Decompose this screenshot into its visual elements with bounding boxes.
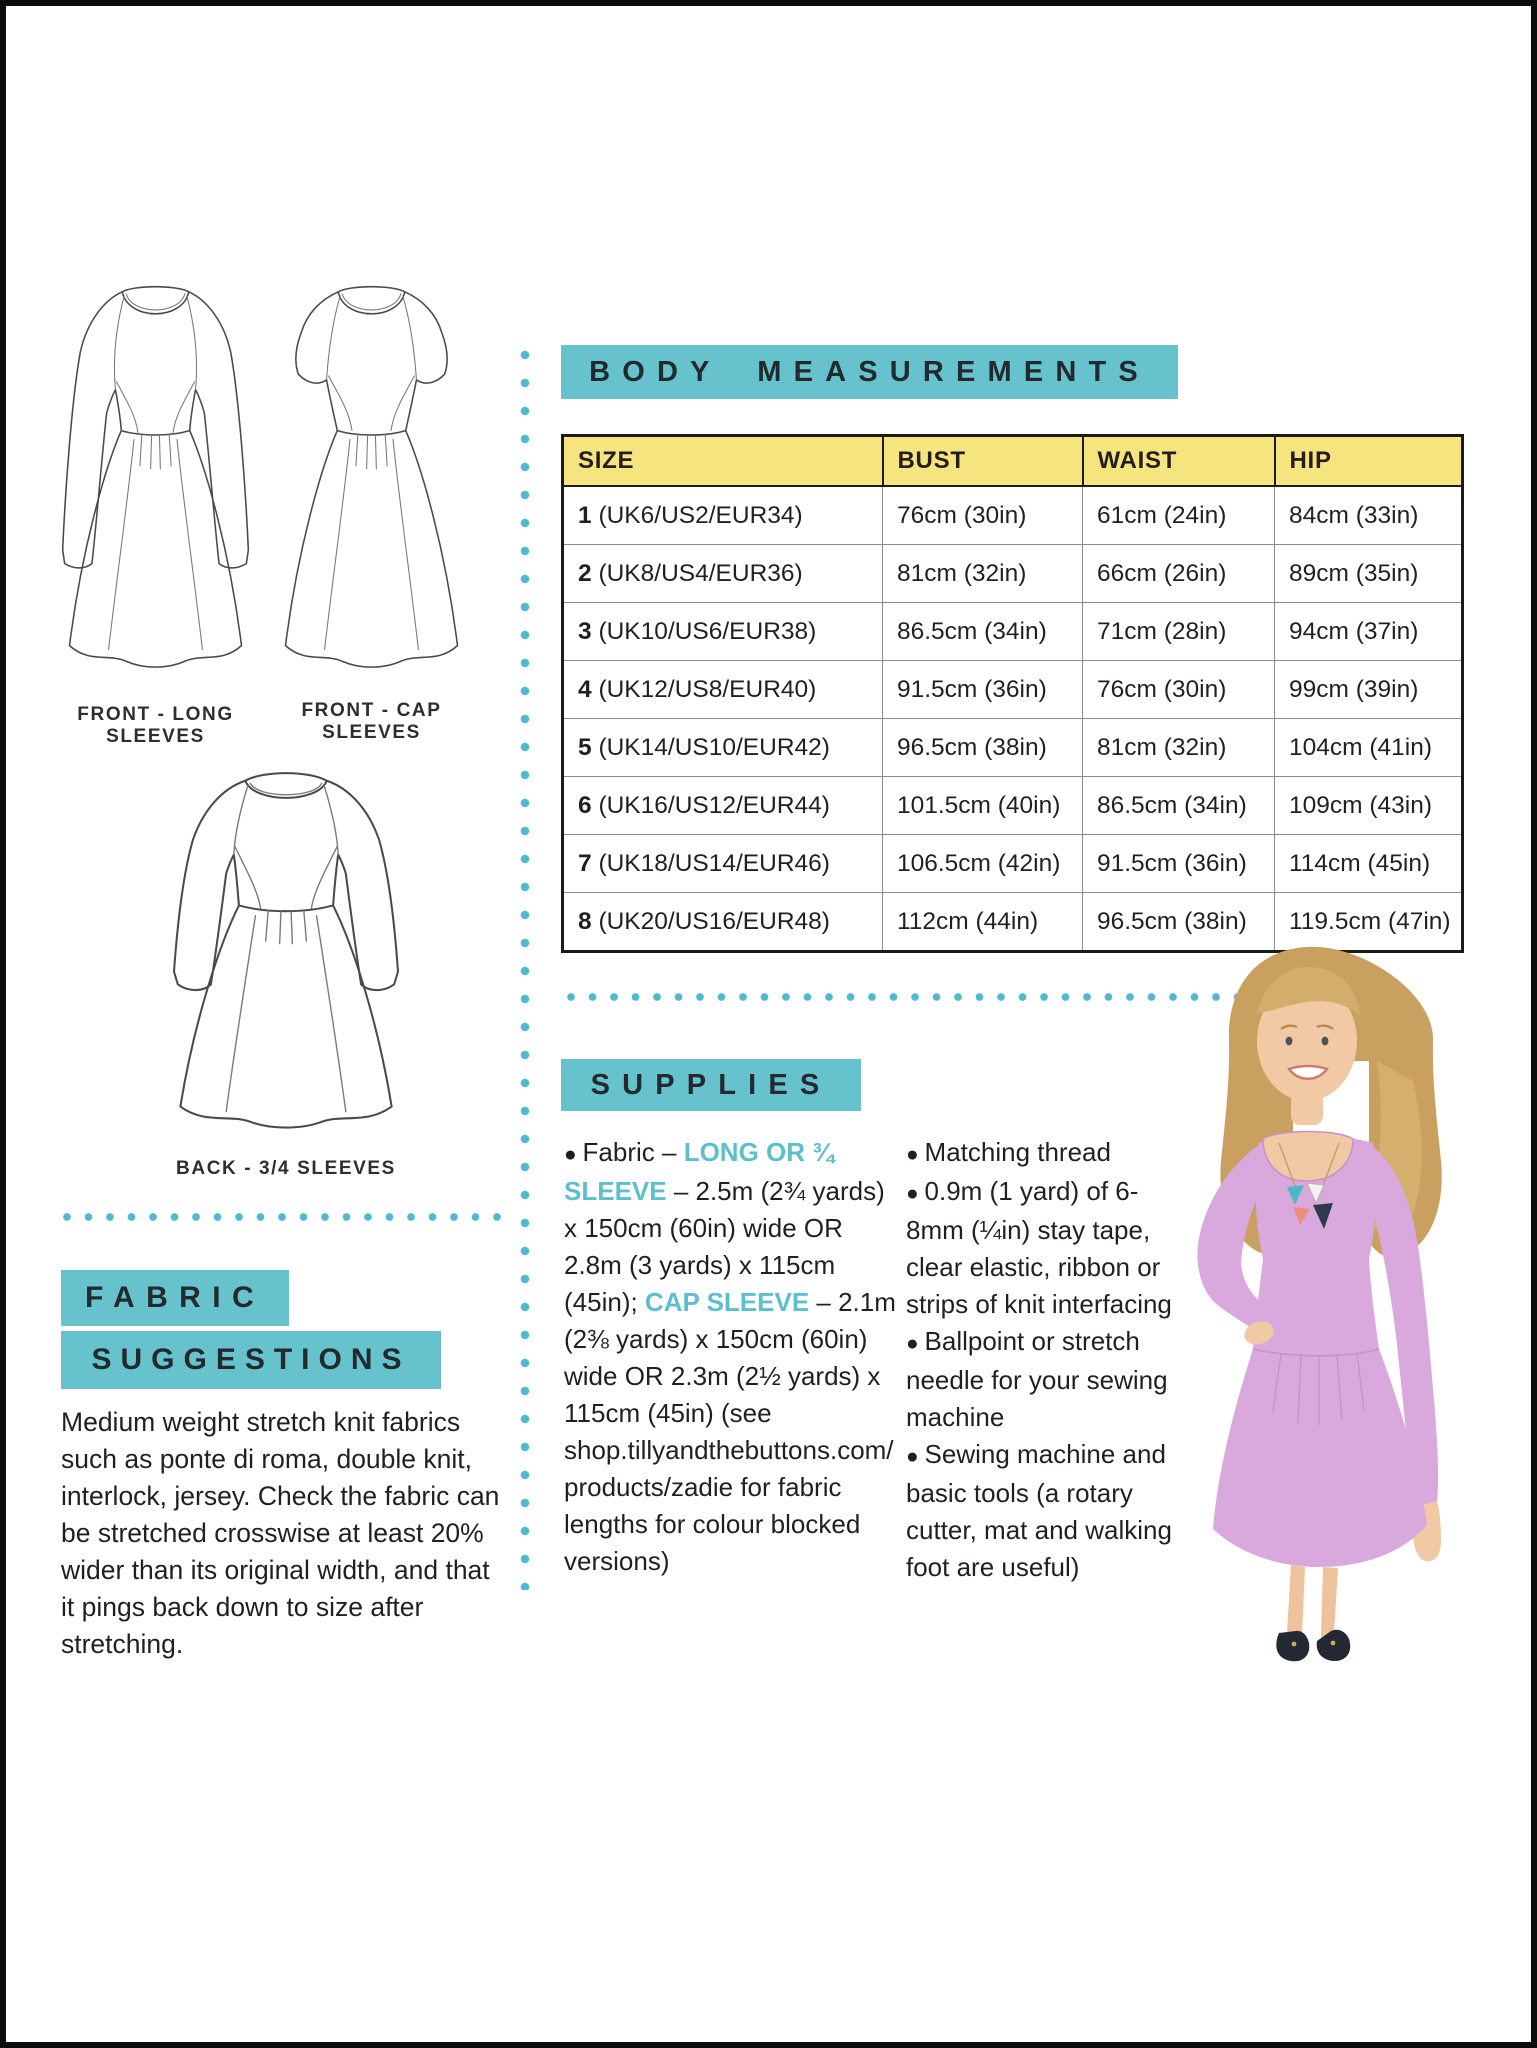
bust-cell: 106.5cm (42in) [883, 835, 1083, 893]
column-header-size: SIZE [563, 436, 883, 487]
bust-cell: 81cm (32in) [883, 545, 1083, 603]
size-cell: 2 (UK8/US4/EUR36) [563, 545, 883, 603]
hip-cell: 94cm (37in) [1275, 603, 1463, 661]
waist-cell: 91.5cm (36in) [1083, 835, 1275, 893]
waist-cell: 71cm (28in) [1083, 603, 1275, 661]
body-measurements-heading: BODY MEASUREMENTS [561, 345, 1178, 399]
size-cell: 3 (UK10/US6/EUR38) [563, 603, 883, 661]
dotted-divider-left [62, 1212, 510, 1222]
column-header-waist: WAIST [1083, 436, 1275, 487]
supply-item: ● 0.9m (1 yard) of 6-8mm (¼in) stay tape, clear elastic, ribbon or strips of knit interfacing [906, 1176, 1172, 1319]
supplies-column-left [564, 1134, 896, 1580]
hip-cell: 104cm (41in) [1275, 719, 1463, 777]
column-header-bust: BUST [883, 436, 1083, 487]
hip-cell: 89cm (35in) [1275, 545, 1463, 603]
table-header-row [563, 436, 1463, 487]
back-three-quarter-sleeves-label: BACK - 3/4 SLEEVES [176, 1158, 396, 1179]
bullet-icon: ● [906, 1182, 925, 1205]
size-row [563, 486, 1463, 545]
bust-cell: 91.5cm (36in) [883, 661, 1083, 719]
size-row [563, 777, 1463, 835]
size-cell: 4 (UK12/US8/EUR40) [563, 661, 883, 719]
size-cell: 6 (UK16/US12/EUR44) [563, 777, 883, 835]
size-row [563, 545, 1463, 603]
fabric-heading-line1: FABRIC [61, 1270, 289, 1326]
hip-cell: 99cm (39in) [1275, 661, 1463, 719]
waist-cell: 66cm (26in) [1083, 545, 1275, 603]
body-measurements-table [561, 434, 1464, 953]
front-cap-sleeves-drawing [264, 256, 479, 701]
size-cell: 5 (UK14/US10/EUR42) [563, 719, 883, 777]
fabric-heading-line2: SUGGESTIONS [61, 1331, 441, 1389]
fabric-suggestions-text: Medium weight stretch knit fabrics such as ponte di roma, double knit, interlock, jersey. Check the fabric can be stretched crosswise at least 20% wider than its original width, and that it pings back down to size after stretching. [61, 1407, 500, 1659]
size-row [563, 835, 1463, 893]
front-cap-sleeves-label: FRONT - CAP SLEEVES [301, 700, 442, 743]
hip-cell: 109cm (43in) [1275, 777, 1463, 835]
hip-cell: 114cm (45in) [1275, 835, 1463, 893]
front-long-sleeves-drawing [48, 256, 263, 701]
bullet-icon: ● [906, 1445, 925, 1468]
supply-item: ● Ballpoint or stretch needle for your sewing machine [906, 1326, 1168, 1432]
size-cell: 1 (UK6/US2/EUR34) [563, 486, 883, 545]
supply-item: ● Matching thread [906, 1137, 1111, 1167]
bust-cell: 112cm (44in) [883, 893, 1083, 952]
size-cell: 7 (UK18/US14/EUR46) [563, 835, 883, 893]
bust-cell: 76cm (30in) [883, 486, 1083, 545]
size-row [563, 661, 1463, 719]
bullet-icon: ● [564, 1143, 583, 1166]
vertical-dotted-divider [520, 350, 530, 1590]
waist-cell: 96.5cm (38in) [1083, 893, 1275, 952]
front-long-sleeves-label: FRONT - LONG SLEEVES [77, 704, 234, 747]
column-header-hip: HIP [1275, 436, 1463, 487]
size-cell: 8 (UK20/US16/EUR48) [563, 893, 883, 952]
bullet-icon: ● [906, 1143, 925, 1166]
hip-cell: 119.5cm (47in) [1275, 893, 1463, 952]
size-row [563, 603, 1463, 661]
waist-cell: 61cm (24in) [1083, 486, 1275, 545]
hip-cell: 84cm (33in) [1275, 486, 1463, 545]
bust-cell: 96.5cm (38in) [883, 719, 1083, 777]
size-row [563, 719, 1463, 777]
back-three-quarter-sleeves-drawing [146, 751, 426, 1149]
supplies-heading: SUPPLIES [561, 1059, 861, 1111]
bust-cell: 101.5cm (40in) [883, 777, 1083, 835]
waist-cell: 86.5cm (34in) [1083, 777, 1275, 835]
supply-item: ● Fabric – LONG OR ¾ SLEEVE – 2.5m (2¾ yards) x 150cm (60in) wide OR 2.8m (3 yards) x 115cm (45in); CAP SLEEVE – 2.1m (2⅜ yards) x 150cm (60in) wide OR 2.3m (2½ yards) x 115cm (45in) (see shop.tillyandthebuttons.com/products/zadie for fabric lengths for colour blocked versions) [564, 1137, 896, 1576]
bullet-icon: ● [906, 1332, 925, 1355]
model-photo [1141, 941, 1521, 1671]
bust-cell: 86.5cm (34in) [883, 603, 1083, 661]
supply-item: ● Sewing machine and basic tools (a rotary cutter, mat and walking foot are useful) [906, 1439, 1172, 1582]
waist-cell: 81cm (32in) [1083, 719, 1275, 777]
waist-cell: 76cm (30in) [1083, 661, 1275, 719]
supplies-column-right [906, 1134, 1178, 1586]
